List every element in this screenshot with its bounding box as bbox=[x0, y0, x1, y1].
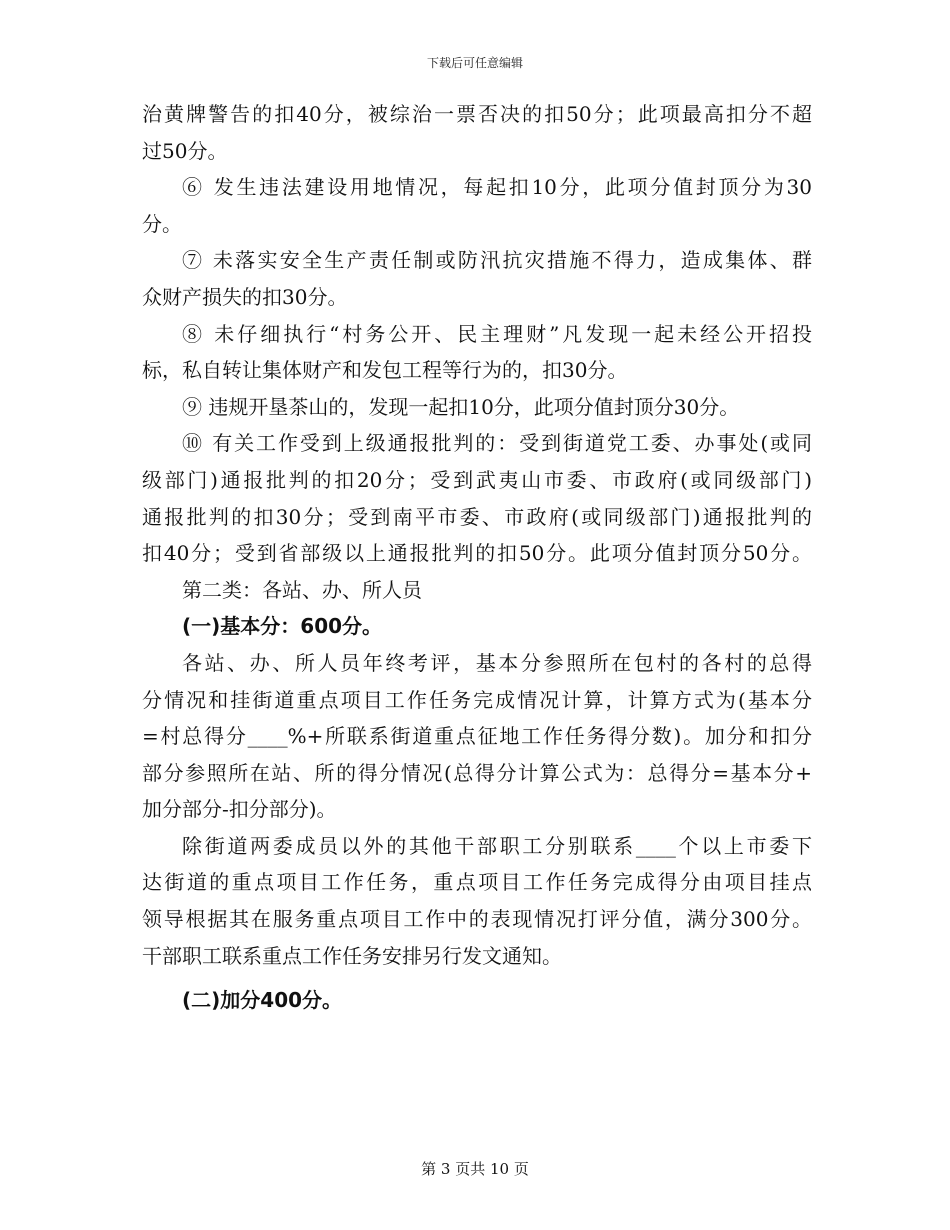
text-line: 众财产损失的扣30分。 bbox=[142, 284, 348, 309]
text-line: 扣40分；受到省部级以上通报批判的扣50分。此项分值封顶分50分。 bbox=[142, 541, 812, 566]
page-header: 下载后可任意编辑 bbox=[426, 56, 523, 70]
text-line: 通报批判的扣30分；受到南平市委、市政府(或同级部门)通报批判的 bbox=[142, 504, 812, 529]
document-body bbox=[142, 96, 812, 1019]
text-line: ⑧ 未仔细执行“村务公开、民主理财”凡发现一起未经公开招投 bbox=[182, 321, 812, 346]
text-line: 治黄牌警告的扣40分，被综治一票否决的扣50分；此项最高扣分不超 bbox=[142, 102, 812, 126]
text-line: 第二类：各站、办、所人员 bbox=[182, 577, 422, 602]
page-footer: 第 3 页共 10 页 bbox=[421, 1160, 529, 1178]
text-line: 除街道两委成员以外的其他干部职工分别联系____个以上市委下 bbox=[182, 833, 812, 858]
text-line: 分。 bbox=[142, 211, 182, 236]
text-line: ⑦ 未落实安全生产责任制或防汛抗灾措施不得力，造成集体、群 bbox=[182, 248, 812, 273]
section-heading: (一)基本分：600分。 bbox=[182, 614, 383, 639]
text-line: 分情况和挂街道重点项目工作任务完成情况计算，计算方式为(基本分 bbox=[142, 687, 812, 712]
text-line: 部分参照所在站、所的得分情况(总得分计算公式为：总得分=基本分+ bbox=[142, 760, 812, 785]
text-line: 加分部分-扣分部分)。 bbox=[142, 797, 337, 822]
section-heading: (二)加分400分。 bbox=[182, 988, 343, 1013]
text-line: ⑩ 有关工作受到上级通报批判的：受到街道党工委、办事处(或同 bbox=[182, 431, 812, 456]
text-line: ⑨ 违规开垦茶山的，发现一起扣10分，此项分值封顶分30分。 bbox=[182, 394, 740, 419]
text-line: =村总得分____%+所联系街道重点征地工作任务得分数)。加分和扣分 bbox=[142, 724, 812, 749]
paragraph-gap bbox=[142, 974, 812, 982]
text-line: 达街道的重点项目工作任务，重点项目工作任务完成得分由项目挂点 bbox=[142, 870, 812, 895]
text-line: 各站、办、所人员年终考评，基本分参照所在包村的各村的总得 bbox=[182, 650, 812, 675]
text-line: 干部职工联系重点工作任务安排另行发文通知。 bbox=[142, 943, 562, 968]
text-line: 过50分。 bbox=[142, 138, 228, 163]
text-line: ⑥ 发生违法建设用地情况，每起扣10分，此项分值封顶分为30 bbox=[182, 175, 812, 200]
text-line: 级部门)通报批判的扣20分；受到武夷山市委、市政府(或同级部门) bbox=[142, 467, 812, 492]
text-line: 领导根据其在服务重点项目工作中的表现情况打评分值，满分300分。 bbox=[142, 907, 812, 932]
text-line: 标，私自转让集体财产和发包工程等行为的，扣30分。 bbox=[142, 358, 628, 383]
